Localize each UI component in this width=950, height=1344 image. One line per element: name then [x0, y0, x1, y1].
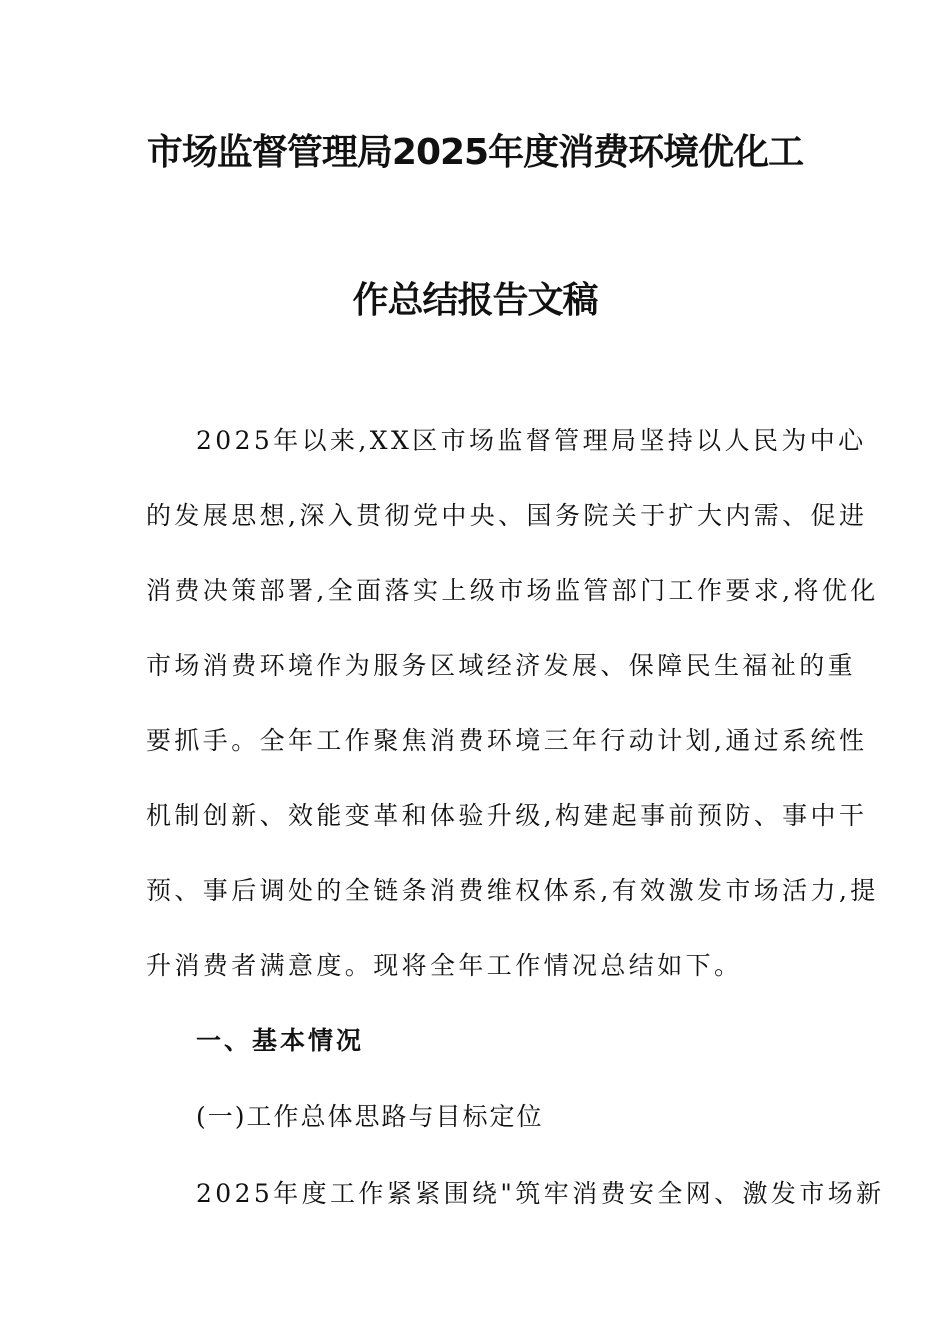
intro-paragraph-line: 消费决策部署,全面落实上级市场监管部门工作要求,将优化: [146, 576, 879, 605]
intro-paragraph-line: 预、事后调处的全链条消费维权体系,有效激发市场活力,提: [146, 876, 879, 905]
document-title-line-1: 市场监督管理局2025年度消费环境优化工: [146, 132, 804, 173]
intro-paragraph-line: 要抓手。全年工作聚焦消费环境三年行动计划,通过系统性: [146, 726, 868, 755]
intro-paragraph-line: 升消费者满意度。现将全年工作情况总结如下。: [146, 951, 743, 980]
section-heading: 一、基本情况: [196, 1026, 365, 1055]
subsection-heading: (一)工作总体思路与目标定位: [196, 1102, 544, 1131]
intro-paragraph-line: 2025年以来,XX区市场监督管理局坚持以人民为中心: [196, 426, 867, 455]
intro-paragraph-line: 机制创新、效能变革和体验升级,构建起事前预防、事中干: [146, 801, 868, 830]
intro-paragraph-line: 市场消费环境作为服务区域经济发展、保障民生福祉的重: [146, 651, 857, 680]
document-title-line-2: 作总结报告文稿: [352, 280, 598, 321]
body-paragraph-line: 2025年度工作紧紧围绕"筑牢消费安全网、激发市场新: [196, 1179, 885, 1208]
intro-paragraph-line: 的发展思想,深入贯彻党中央、国务院关于扩大内需、促进: [146, 501, 868, 530]
